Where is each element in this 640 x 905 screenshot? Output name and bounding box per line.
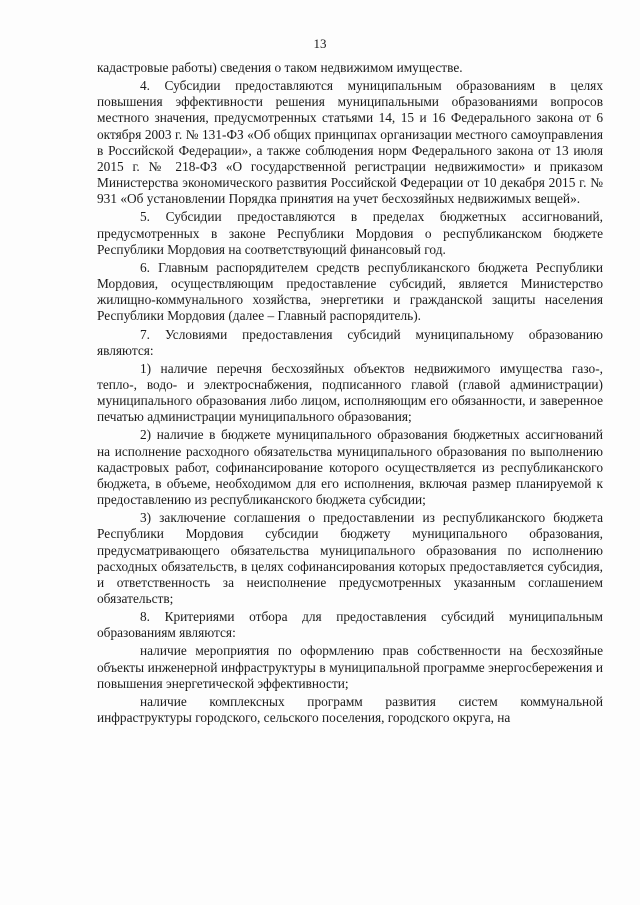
paragraph-item-7: 7. Условиями предоставления субсидий муниципальному образованию являются: <box>97 326 603 358</box>
paragraph-continuation: кадастровые работы) сведения о таком недвижимом имуществе. <box>97 60 463 75</box>
paragraph-condition-3: 3) заключение соглашения о предоставлении из республиканского бюджета Республики Мордовия субсидии бюджету муниципального образования, предусматривающего обязательства муниципального образования по исполнению расходных обязательств, в целях софинансирования которых предоставляется субсидия, и ответственность за неисполнение предусмотренных указанным соглашением обязательств; <box>97 510 603 606</box>
paragraph-condition-2: 2) наличие в бюджете муниципального образования бюджетных ассигнований на исполнение расходного обязательства муниципального образования по выполнению кадастровых работ, софинансирование которого осуществляется из республиканского бюджета, в объеме, необходимом для его исполнения, включая размер планируемой к предоставлению из республиканского бюджета субсидии; <box>97 427 603 508</box>
paragraph-criterion-1: наличие мероприятия по оформлению прав собственности на бесхозяйные объекты инженерной инфраструктуры в муниципальной программе энергосбережения и повышения энергетической эффективности; <box>97 643 603 691</box>
paragraph-condition-1: 1) наличие перечня бесхозяйных объектов недвижимого имущества газо-, тепло-, водо- и электроснабжения, подписанного главой (главой администрации) муниципального образования либо лицом, исполняющим его обязанности, и заверенное печатью администрации муниципального образования; <box>97 360 603 425</box>
paragraph-item-8: 8. Критериями отбора для предоставления субсидий муниципальным образованиям являются: <box>97 609 603 641</box>
paragraph-item-4: 4. Субсидии предоставляются муниципальным образованиям в целях повышения эффективности решения муниципальными образованиями вопросов местного значения, предусмотренных статьями 14, 15 и 16 Федерального закона от 6 октября 2003 г. № 131-ФЗ «Об общих принципах организации местного самоуправления в Российской Федерации», а также соблюдения норм Федерального закона от 13 июля 2015 г. № 218-ФЗ «О государственной регистрации недвижимости» и приказом Министерства экономического развития Российской Федерации от 10 декабря 2015 г. № 931 «Об установлении Порядка принятия на учет бесхозяйных недвижимых вещей». <box>97 78 603 207</box>
paragraph-criterion-2: наличие комплексных программ развития систем коммунальной инфраструктуры городского, сельского поселения, городского округа, на <box>97 693 603 726</box>
paragraph-item-5: 5. Субсидии предоставляются в пределах бюджетных ассигнований, предусмотренных в законе Республики Мордовия о республиканском бюджете Республики Мордовия на соответствующий финансовый год. <box>97 209 603 257</box>
paragraph-item-6: 6. Главным распорядителем средств республиканского бюджета Республики Мордовия, осуществляющим предоставление субсидий, является Министерство жилищно-коммунального хозяйства, энергетики и гражданской защиты населения Республики Мордовия (далее – Главный распорядитель). <box>97 259 603 324</box>
document-body <box>97 60 603 728</box>
page-number: 13 <box>313 36 327 51</box>
